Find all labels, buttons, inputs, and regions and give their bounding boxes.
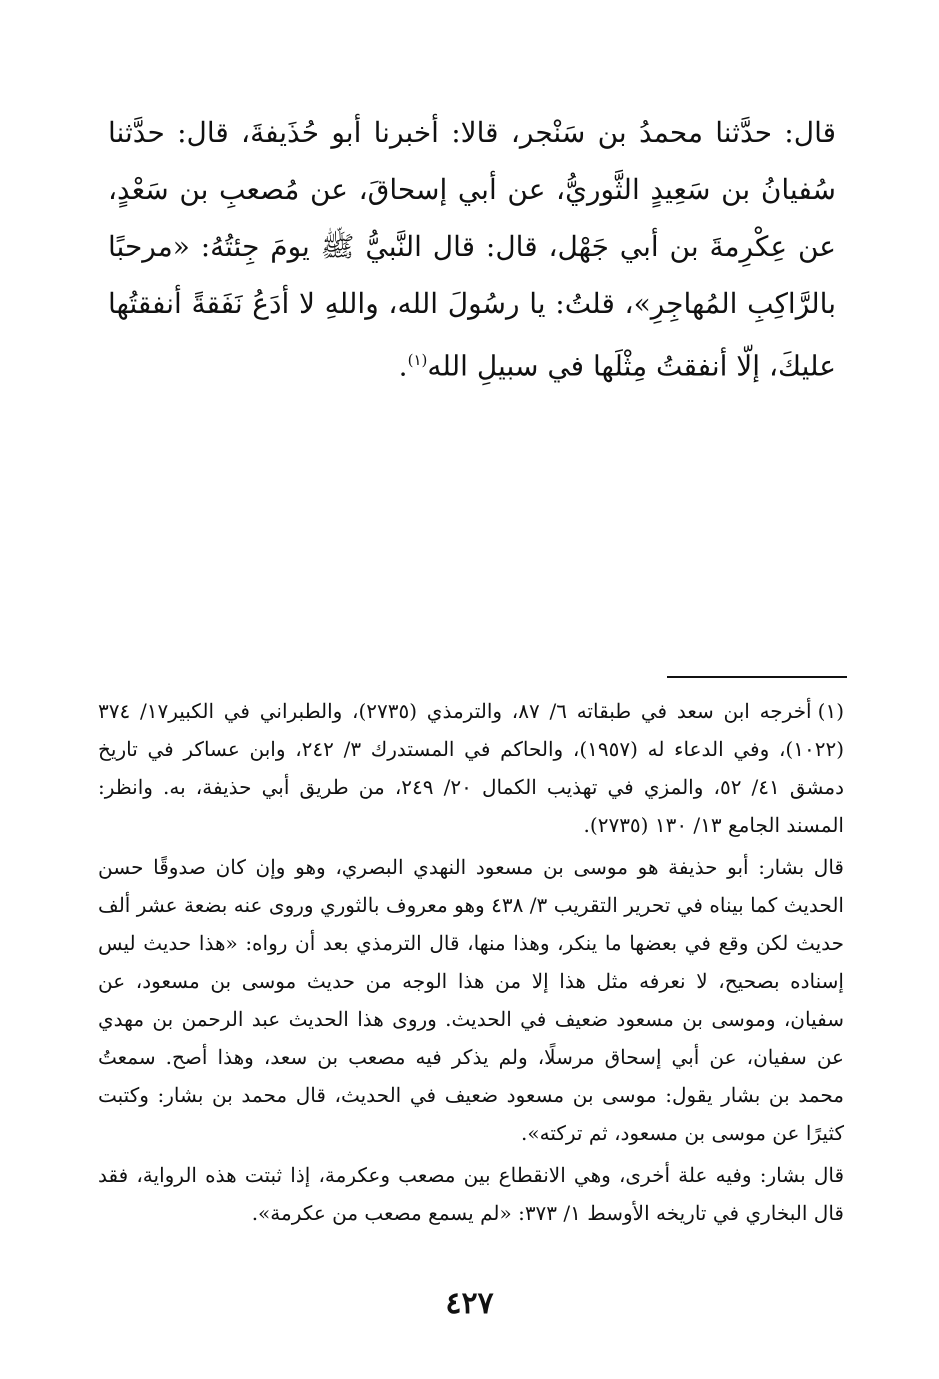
- footnote-comment-1: قال بشار: أبو حذيفة هو موسى بن مسعود النهدي البصري، وهو وإن كان صدوقًا حسن الحديث كما بيناه في تحرير التقريب ٣/ ٤٣٨ وهو معروف بالثوري وروى عنه بضعة عشر ألف حديث لكن وقع في بعضها ما ينكر، وهذا منها، قال الترمذي بعد أن رواه: «هذا حديث ليس إسناده بصحيح، لا نعرفه مثل هذا إلا من هذا الوجه من حديث موسى بن مسعود، عن سفيان، وموسى بن مسعود ضعيف في الحديث. وروى هذا الحديث عبد الرحمن بن مهدي عن سفيان، عن أبي إسحاق مرسلًا، ولم يذكر فيه مصعب بن سعد، وهذا أصح. سمعتُ محمد بن بشار يقول: موسى بن مسعود ضعيف في الحديث، قال محمد بن بشار: وكتبت كثيرًا عن موسى بن مسعود، ثم تركته».: [98, 855, 844, 1145]
- hadith-paragraph: [108, 104, 836, 394]
- footnotes-block: [98, 692, 844, 1236]
- footnote-number: (١): [817, 699, 844, 723]
- page-number: ٤٢٧: [445, 1286, 494, 1321]
- hadith-text: قال: حدَّثنا محمدُ بن سَنْجر، قالا: أخبرنا أبو حُذَيفةَ، قال: حدَّثنا سُفيانُ بن سَعِيدٍ الثَّوريُّ، عن أبي إسحاقَ، عن مُصعبِ بن سَعْدٍ، عن عِكْرِمةَ بن أبي جَهْل، قال: قال النَّبيُّ ﷺ يومَ جِئتُهُ: «مرحبًا بالرَّاكِبِ المُهاجِرِ»، قلتُ: يا رسُولَ الله، واللهِ لا أدَعُ نَفَقةً أنفقتُها عليكَ، إلّا أنفقتُ مِثْلَها في سبيلِ الله: [108, 116, 836, 383]
- footnote-comment-2: قال بشار: وفيه علة أخرى، وهي الانقطاع بين مصعب وعكرمة، إذا ثبتت هذه الرواية، فقد قال البخاري في تاريخه الأوسط ١/ ٣٧٣: «لم يسمع مصعب من عكرمة».: [98, 1163, 844, 1225]
- main-text-block: [108, 104, 836, 394]
- footnote-1: [98, 692, 844, 844]
- footnote-marker[interactable]: (١): [407, 351, 428, 369]
- footnote-1-text: أخرجه ابن سعد في طبقاته ٦/ ٨٧، والترمذي (٢٧٣٥)، والطبراني في الكبير١٧/ ٣٧٤ (١٠٢٢)، وفي الدعاء له (١٩٥٧)، والحاكم في المستدرك ٣/ ٢٤٢، وابن عساكر في تاريخ دمشق ٤١/ ٥٢، والمزي في تهذيب الكمال ٢٠/ ٢٤٩، من طريق أبي حذيفة، به. وانظر: المسند الجامع ١٣/ ١٣٠ (٢٧٣٥).: [98, 699, 845, 837]
- footnote-separator: [667, 676, 847, 678]
- hadith-end-punct: .: [398, 349, 408, 383]
